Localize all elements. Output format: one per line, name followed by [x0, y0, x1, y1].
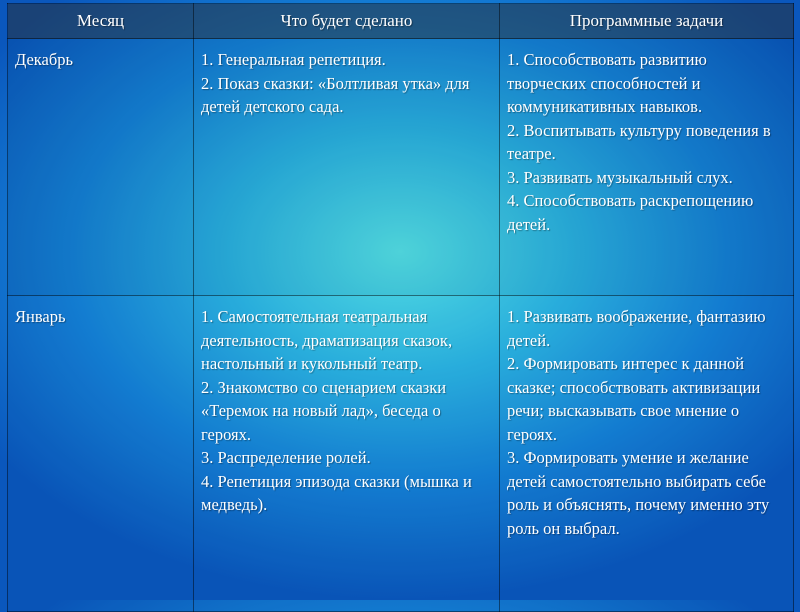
- table-row-january: [8, 296, 794, 612]
- task-item: 2. Воспитывать культуру поведения в театре.: [507, 120, 771, 163]
- header-month: Месяц: [8, 4, 194, 39]
- activity-item: 1. Генеральная репетиция.: [201, 50, 386, 69]
- activity-item: 2. Показ сказки: «Болтливая утка» для детей детского сада.: [201, 73, 470, 116]
- header-activities: Что будет сделано: [194, 4, 500, 39]
- month-label: Январь: [15, 307, 66, 326]
- activity-item: 4. Репетиция эпизода сказки (мышка и медведь).: [201, 471, 472, 514]
- cell-month: [8, 39, 194, 296]
- cell-tasks: [500, 39, 794, 296]
- plan-table: [7, 3, 794, 612]
- task-item: 4. Способствовать раскрепощению детей.: [507, 191, 754, 234]
- header-tasks: Программные задачи: [500, 4, 794, 39]
- task-item: 1. Способствовать развитию творческих способностей и коммуникативных навыков.: [507, 50, 707, 116]
- task-item: 3. Формировать умение и желание детей самостоятельно выбирать себе роль и объяснять, почему именно эту роль он выбрал.: [507, 448, 770, 538]
- activity-item: 1. Самостоятельная театральная деятельность, драматизация сказок, настольный и кукольный театр.: [201, 307, 453, 373]
- table-row-december: [8, 39, 794, 296]
- cell-activities: [194, 296, 500, 612]
- month-label: Декабрь: [15, 50, 74, 69]
- cell-activities: [194, 39, 500, 296]
- task-item: 2. Формировать интерес к данной сказке; способствовать активизации речи; высказывать свое мнение о героях.: [507, 354, 761, 444]
- table-header-row: [8, 4, 794, 39]
- task-item: 3. Развивать музыкальный слух.: [507, 167, 733, 187]
- task-item: 1. Развивать воображение, фантазию детей.: [507, 307, 766, 350]
- activity-item: 3. Распределение ролей.: [201, 448, 371, 467]
- plan-table-container: [7, 3, 793, 595]
- cell-month: [8, 296, 194, 612]
- cell-tasks: [500, 296, 794, 612]
- activity-item: 2. Знакомство со сценарием сказки «Теремок на новый лад», беседа о героях.: [201, 377, 447, 444]
